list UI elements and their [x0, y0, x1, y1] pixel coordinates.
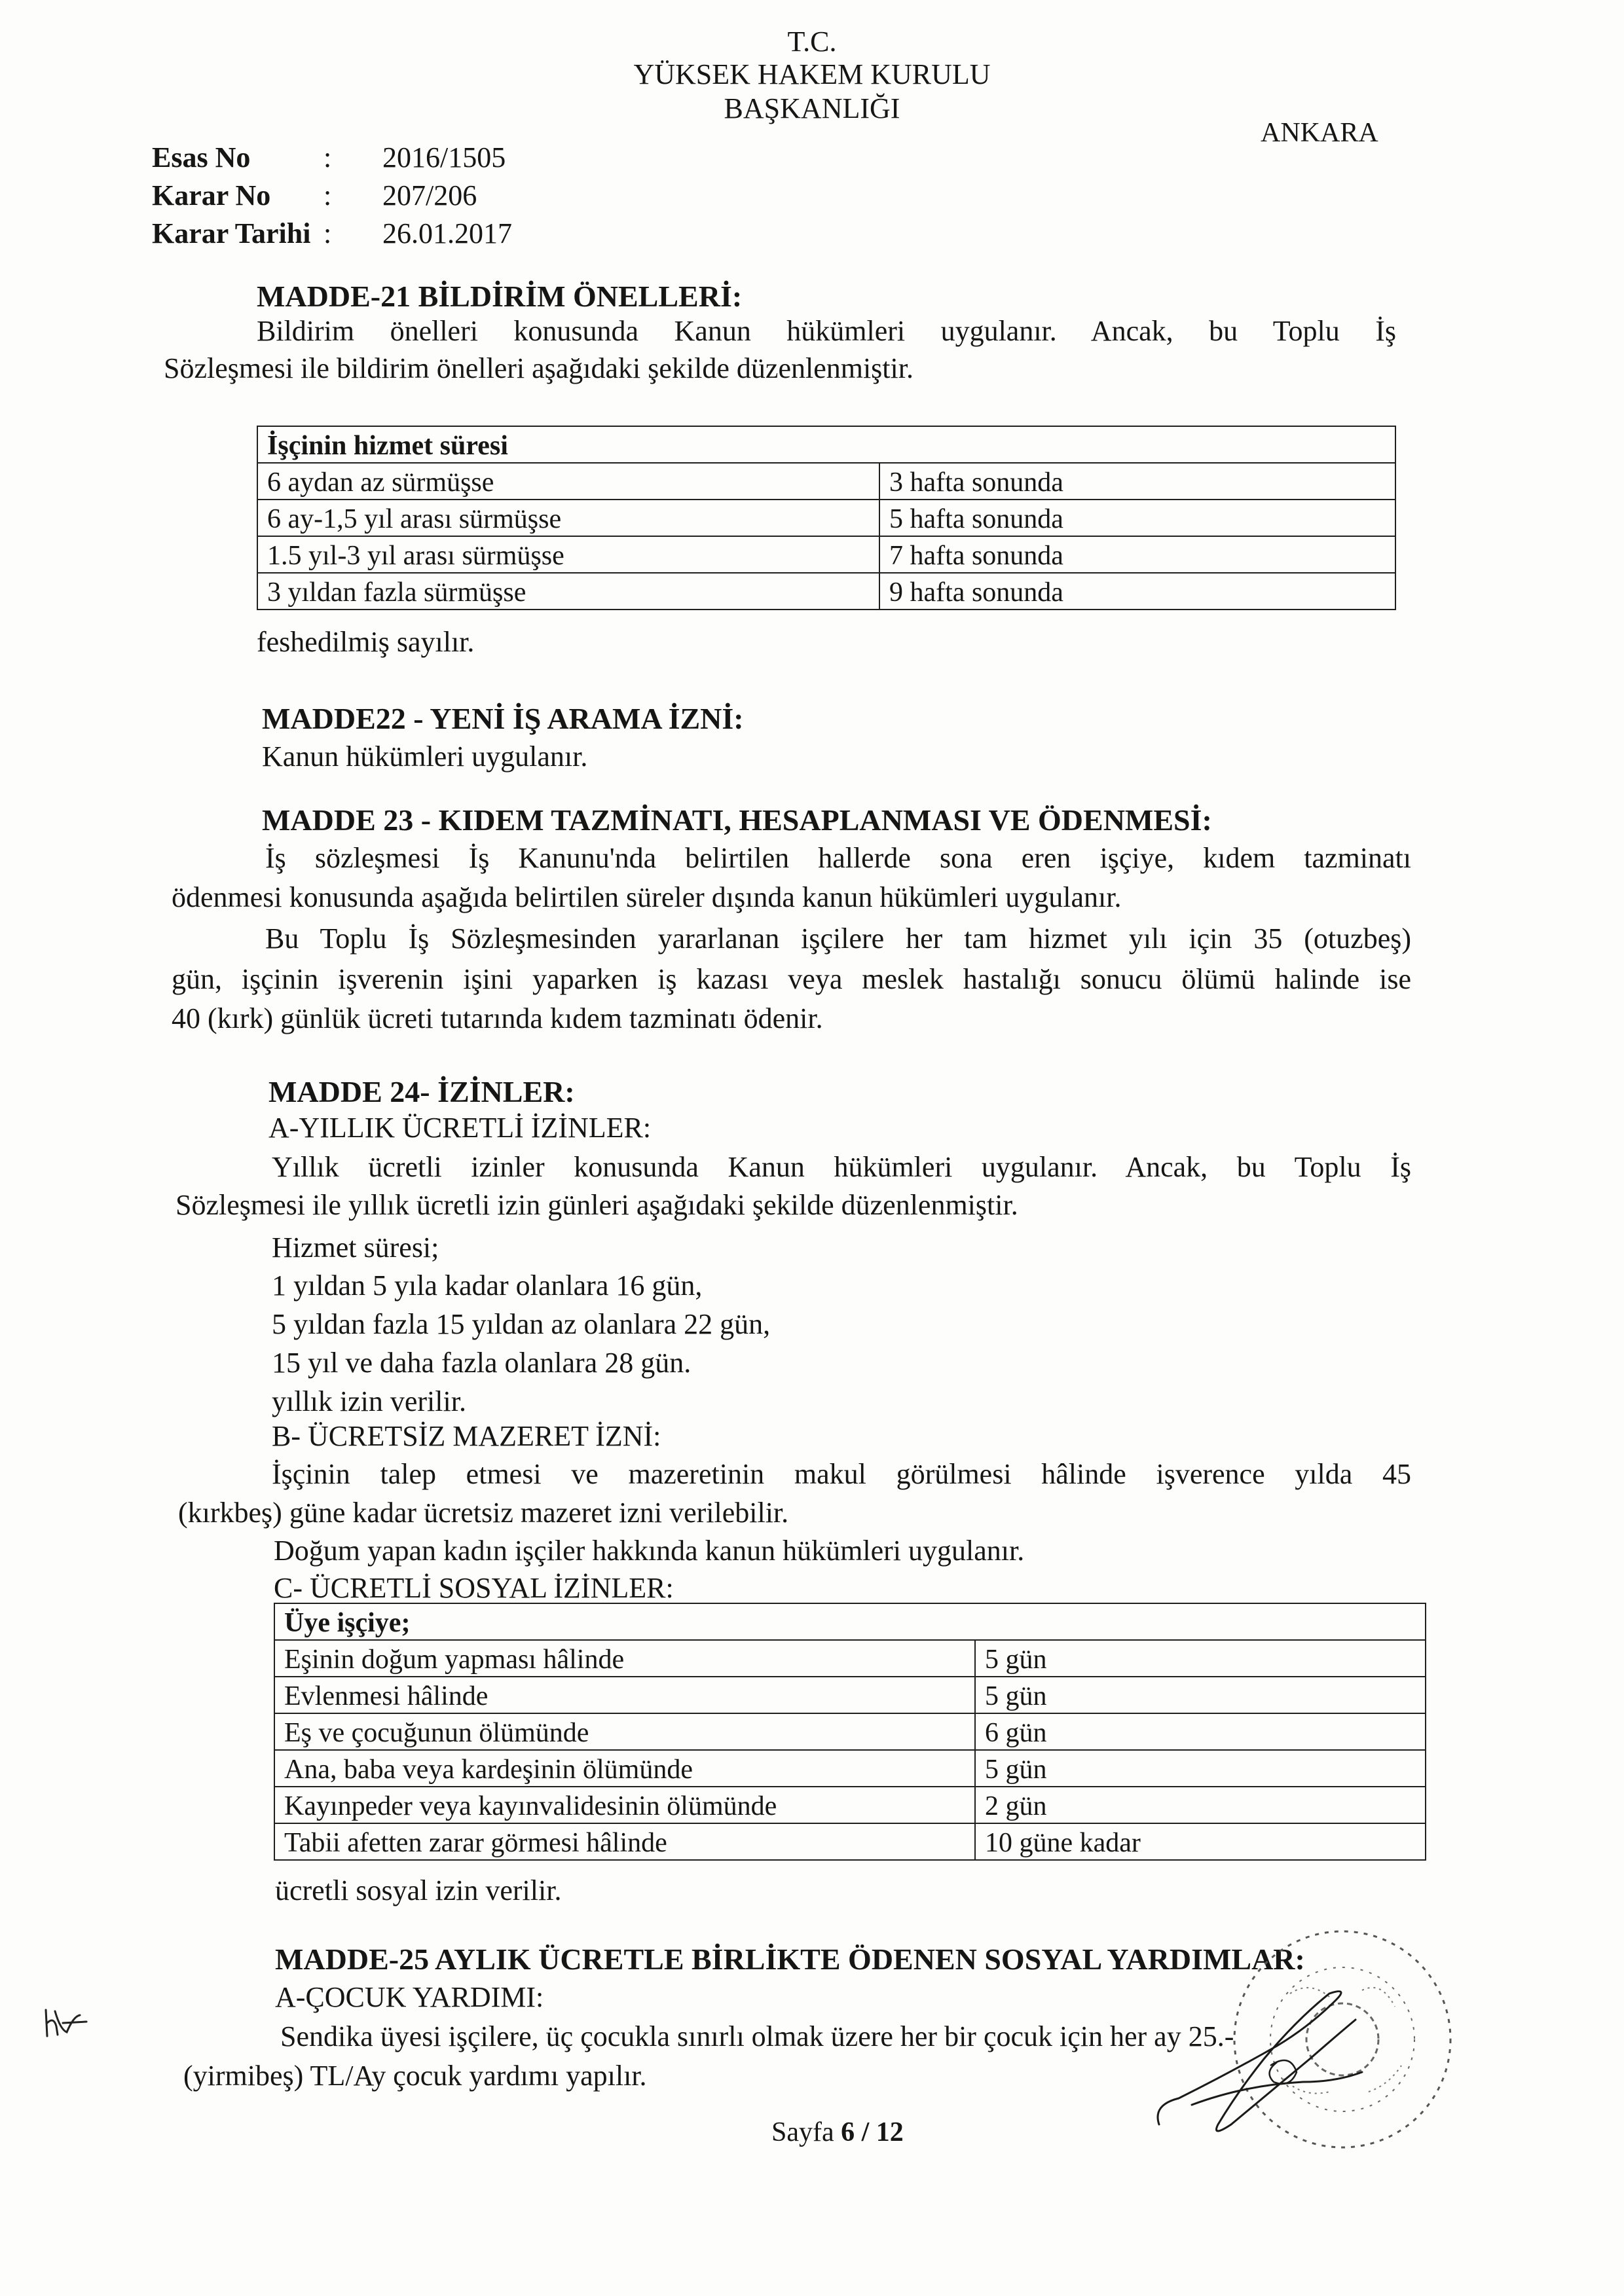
madde24-a-l5: yıllık izin verilir.: [272, 1385, 466, 1417]
madde22-title: MADDE22 - YENİ İŞ ARAMA İZNİ:: [262, 702, 744, 735]
madde24-b-p2: Doğum yapan kadın işçiler hakkında kanun hükümleri uygulanır.: [274, 1535, 1025, 1567]
table-cell-label: 3 yıldan fazla sürmüşse: [257, 573, 879, 610]
madde24-c-after: ücretli sosyal izin verilir.: [275, 1874, 562, 1906]
madde25-a-title: A-ÇOCUK YARDIMI:: [275, 1981, 544, 2013]
table-cell-value: 2 gün: [975, 1787, 1426, 1823]
table-cell-value: 5 gün: [975, 1677, 1426, 1713]
table-cell-value: 5 hafta sonunda: [879, 500, 1395, 536]
table-cell-label: 6 aydan az sürmüşse: [257, 463, 879, 500]
table-header-row: [274, 1603, 1426, 1640]
madde23-p2c: 40 (kırk) günlük ücreti tutarında kıdem tazminatı ödenir.: [172, 1002, 823, 1034]
madde25-p1b: (yirmibeş) TL/Ay çocuk yardımı yapılır.: [183, 2060, 647, 2092]
table-cell-value: 10 güne kadar: [975, 1823, 1426, 1860]
page-count: 6 / 12: [841, 2117, 904, 2147]
table-row: [257, 573, 1395, 610]
table-row: [274, 1823, 1426, 1860]
meta-colon: :: [323, 179, 332, 211]
madde23-p1b: ödenmesi konusunda aşağıda belirtilen süreler dışında kanun hükümleri uygulanır.: [172, 881, 1122, 913]
table-header-cell: İşçinin hizmet süresi: [257, 426, 1395, 463]
table-cell-label: Kayınpeder veya kayınvalidesinin ölümünde: [274, 1787, 975, 1823]
madde24-title: MADDE 24- İZİNLER:: [268, 1075, 575, 1108]
page-prefix: Sayfa: [771, 2117, 834, 2147]
table-cell-value: 9 hafta sonunda: [879, 573, 1395, 610]
table-row: [274, 1713, 1426, 1750]
table-header-row: [257, 426, 1395, 463]
madde25-p1a: Sendika üyesi işçilere, üç çocukla sınırlı olmak üzere her bir çocuk için her ay 25.-: [280, 2020, 1234, 2052]
table-cell-value: 7 hafta sonunda: [879, 536, 1395, 573]
table-cell-value: 5 gün: [975, 1750, 1426, 1787]
meta-value: 207/206: [382, 179, 477, 211]
meta-row-tarih: [152, 217, 512, 255]
madde24-b-p1a: İşçinin talep etmesi ve mazeretinin makul görülmesi hâlinde işverence yılda 45: [272, 1458, 1411, 1490]
meta-value: 26.01.2017: [382, 217, 512, 249]
meta-value: 2016/1505: [382, 141, 506, 173]
initials-signature-icon: [41, 2003, 93, 2043]
table-row: [274, 1750, 1426, 1787]
madde24-a-title: A-YILLIK ÜCRETLİ İZİNLER:: [268, 1112, 652, 1144]
table-row: [257, 536, 1395, 573]
madde24-b-p1b: (kırkbeş) güne kadar ücretsiz mazeret izni verilebilir.: [178, 1497, 789, 1529]
table-row: [257, 500, 1395, 536]
table-row: [257, 463, 1395, 500]
madde22-p1: Kanun hükümleri uygulanır.: [262, 740, 588, 773]
madde24-b-title: B- ÜCRETSİZ MAZERET İZNİ:: [272, 1420, 661, 1452]
table-header-cell: Üye işçiye;: [274, 1603, 1426, 1640]
signature-scribble-icon: [1139, 1974, 1388, 2151]
notice-period-table: [257, 426, 1396, 610]
header-presidency: BAŞKANLIĞI: [724, 92, 900, 124]
header-city: ANKARA: [1261, 118, 1378, 148]
case-meta: [152, 141, 512, 255]
meta-row-esas: [152, 141, 512, 179]
meta-label: Karar Tarihi: [152, 217, 311, 249]
madde25-title: MADDE-25 AYLIK ÜCRETLE BİRLİKTE ÖDENEN SOSYAL YARDIMLAR:: [275, 1942, 1305, 1976]
table-cell-label: Ana, baba veya kardeşinin ölümünde: [274, 1750, 975, 1787]
madde21-title: MADDE-21 BİLDİRİM ÖNELLERİ:: [257, 280, 743, 313]
madde24-a-p1b: Sözleşmesi ile yıllık ücretli izin günleri aşağıdaki şekilde düzenlenmiştir.: [175, 1189, 1018, 1221]
meta-colon: :: [323, 141, 332, 173]
table-cell-label: Eş ve çocuğunun ölümünde: [274, 1713, 975, 1750]
madde24-a-l1: Hizmet süresi;: [272, 1231, 439, 1264]
meta-label: Esas No: [152, 141, 251, 173]
madde23-p2b: gün, işçinin işverenin işini yaparken iş kazası veya meslek hastalığı sonucu ölümü halinde ise: [172, 963, 1411, 995]
madde24-a-p1a: Yıllık ücretli izinler konusunda Kanun hükümleri uygulanır. Ancak, bu Toplu İş: [272, 1151, 1411, 1183]
table-row: [274, 1677, 1426, 1713]
madde24-a-l2: 1 yıldan 5 yıla kadar olanlara 16 gün,: [272, 1269, 703, 1302]
table-cell-value: 3 hafta sonunda: [879, 463, 1395, 500]
table-cell-label: Tabii afetten zarar görmesi hâlinde: [274, 1823, 975, 1860]
table-cell-value: 5 gün: [975, 1640, 1426, 1677]
table-cell-value: 6 gün: [975, 1713, 1426, 1750]
madde24-c-title: C- ÜCRETLİ SOSYAL İZİNLER:: [274, 1572, 674, 1604]
table-cell-label: Eşinin doğum yapması hâlinde: [274, 1640, 975, 1677]
madde24-a-l3: 5 yıldan fazla 15 yıldan az olanlara 22 gün,: [272, 1308, 771, 1340]
table-cell-label: 6 ay-1,5 yıl arası sürmüşse: [257, 500, 879, 536]
table-cell-label: Evlenmesi hâlinde: [274, 1677, 975, 1713]
madde21-p1b: Sözleşmesi ile bildirim önelleri aşağıdaki şekilde düzenlenmiştir.: [164, 352, 913, 384]
madde21-after: feshedilmiş sayılır.: [257, 626, 475, 658]
meta-label: Karar No: [152, 179, 271, 211]
header-institution: YÜKSEK HAKEM KURULU: [633, 58, 991, 90]
table-cell-label: 1.5 yıl-3 yıl arası sürmüşse: [257, 536, 879, 573]
header-tc: T.C.: [787, 26, 837, 58]
madde23-title: MADDE 23 - KIDEM TAZMİNATI, HESAPLANMASI VE ÖDENMESİ:: [262, 803, 1212, 837]
table-row: [274, 1787, 1426, 1823]
social-leave-table: [274, 1603, 1426, 1861]
meta-row-karar: [152, 179, 512, 217]
madde23-p1a: İş sözleşmesi İş Kanunu'nda belirtilen hallerde sona eren işçiye, kıdem tazminatı: [265, 842, 1411, 874]
madde21-p1a: Bildirim önelleri konusunda Kanun hükümleri uygulanır. Ancak, bu Toplu İş: [257, 315, 1396, 347]
meta-colon: :: [323, 217, 332, 249]
madde23-p2a: Bu Toplu İş Sözleşmesinden yararlanan işçilere her tam hizmet yılı için 35 (otuzbeş): [265, 922, 1411, 955]
madde24-a-l4: 15 yıl ve daha fazla olanlara 28 gün.: [272, 1347, 692, 1379]
table-row: [274, 1640, 1426, 1677]
page-number: [771, 2116, 904, 2149]
